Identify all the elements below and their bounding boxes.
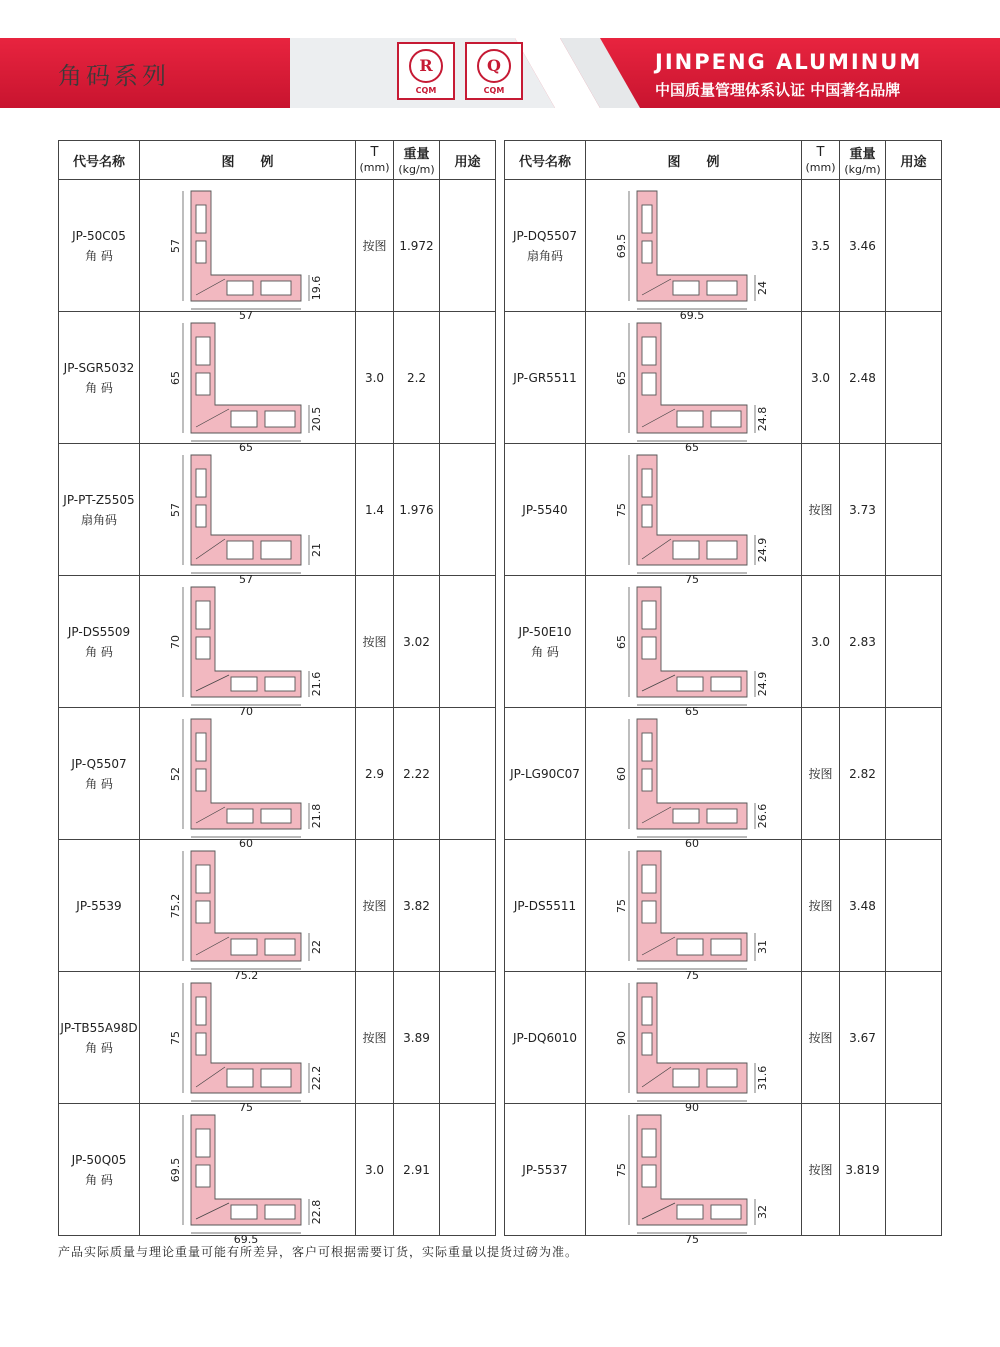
cert-caption: CQM [483,86,505,95]
product-code: JP-PT-Z5505 [63,492,135,507]
cell-code [59,840,140,972]
cert-caption: CQM [415,86,437,95]
profile-chamber [196,601,210,629]
profile-chamber [196,1165,210,1187]
profile-chamber [196,205,206,233]
dim-side-label: 21.8 [309,803,323,829]
dim-height-label: 57 [168,503,182,517]
profile-chamber [265,939,295,955]
cell-weight: 2.2 [394,312,440,444]
product-code: JP-50Q05 [71,1152,127,1167]
cell-weight: 3.67 [840,972,886,1104]
cell-weight: 1.976 [394,444,440,576]
spec-table-right [504,140,942,1246]
cell-code [505,972,586,1104]
cell-weight: 3.73 [840,444,886,576]
profile-chamber [227,541,253,559]
profile-chamber [265,677,295,691]
cell-weight: 3.46 [840,180,886,312]
dim-height-label: 75 [614,899,628,913]
product-code: JP-5539 [76,898,122,913]
cell-usage [886,576,942,708]
dim-width-label: 69.5 [233,1233,258,1246]
cell-usage [886,444,942,576]
profile-chamber [261,809,291,823]
profile-chamber [196,469,206,497]
dim-side-label: 26.6 [755,803,769,829]
dim-height-label: 65 [168,371,182,385]
dim-width-label: 65 [684,441,699,454]
dim-side-label: 21.6 [309,671,323,697]
profile-chamber [673,1069,699,1087]
cell-thickness: 3.0 [802,576,840,708]
cell-thickness: 按图 [802,444,840,576]
table-row [59,1104,496,1236]
profile-chamber [196,901,210,923]
cell-thickness: 1.4 [356,444,394,576]
product-code: JP-SGR5032 [63,360,135,375]
profile-chamber [642,1033,652,1055]
cell-figure [586,312,802,454]
table-row [59,840,496,972]
product-code: JP-LG90C07 [510,766,580,781]
spec-table-left [58,140,496,1246]
product-name: 角 码 [531,644,559,659]
profile-chamber [673,809,699,823]
product-name: 扇角码 [526,248,563,263]
cell-code [59,444,140,576]
product-name: 角 码 [85,776,113,791]
profile-drawing [609,843,779,982]
dim-side-label: 31 [755,940,769,954]
cert-q-icon: Q [477,49,511,83]
profile-chamber [642,1165,656,1187]
product-code: JP-DS5509 [67,624,131,639]
col-figure: 图 例 [140,141,356,180]
dim-width-label: 65 [684,705,699,718]
dim-width-label: 70 [238,705,253,718]
table-row [505,312,942,444]
dim-side-label: 19.6 [309,275,323,301]
profile-chamber [196,997,206,1025]
profile-chamber [677,677,703,691]
profile-chamber [642,637,656,659]
profile-chamber [265,1205,295,1219]
profile-chamber [642,505,652,527]
profile-drawing [163,183,333,322]
cell-usage [440,576,496,708]
cell-weight: 2.82 [840,708,886,840]
table-row [59,972,496,1104]
col-code: 代号名称 [505,141,586,180]
dim-side-label: 31.6 [755,1065,769,1091]
profile-chamber [227,809,253,823]
product-name: 扇角码 [80,512,117,527]
cell-thickness: 按图 [356,972,394,1104]
profile-chamber [196,1129,210,1157]
profile-drawing [609,579,779,718]
product-name: 角 码 [85,380,113,395]
profile-drawing [163,711,333,850]
cell-weight: 3.819 [840,1104,886,1236]
cert-r-icon: R [409,49,443,83]
profile-chamber [265,411,295,427]
cell-code [59,972,140,1104]
dim-height-label: 75 [614,503,628,517]
col-t: T (mm) [356,141,394,180]
cell-thickness: 按图 [356,180,394,312]
dim-width-label: 69.5 [679,309,704,322]
dim-width-label: 65 [238,441,253,454]
cell-figure [140,312,356,454]
dim-side-label: 24.9 [755,537,769,563]
cell-weight: 3.48 [840,840,886,972]
cell-code [59,180,140,312]
profile-chamber [231,411,257,427]
cell-code [59,708,140,840]
product-code: JP-Q5507 [71,756,127,771]
dim-height-label: 70 [168,635,182,649]
product-code: JP-DQ5507 [512,228,578,243]
dim-height-label: 75 [614,1163,628,1177]
dim-width-label: 60 [238,837,253,850]
profile-chamber [677,411,703,427]
dim-side-label: 24 [755,281,769,295]
table-row [505,708,942,840]
dim-width-label: 57 [238,573,253,586]
cell-thickness: 按图 [356,840,394,972]
profile-chamber [707,541,737,559]
cell-figure [586,180,802,322]
cell-thickness: 按图 [802,840,840,972]
profile-chamber [642,373,656,395]
profile-chamber [677,939,703,955]
cell-thickness: 3.0 [356,1104,394,1236]
cell-code [505,444,586,576]
product-code: JP-50E10 [518,624,572,639]
dim-width-label: 75.2 [233,969,258,982]
profile-chamber [196,373,210,395]
profile-chamber [642,769,652,791]
cell-thickness: 按图 [802,708,840,840]
product-code: JP-DS5511 [513,898,577,913]
product-code: JP-50C05 [72,228,126,243]
col-code: 代号名称 [59,141,140,180]
profile-chamber [642,241,652,263]
cell-usage [440,840,496,972]
profile-chamber [642,901,656,923]
profile-drawing [163,975,333,1114]
cell-usage [440,1104,496,1236]
cell-figure [140,972,356,1114]
cell-usage [440,312,496,444]
profile-drawing [163,315,333,454]
profile-drawing [609,975,779,1114]
profile-chamber [707,1069,737,1087]
table-row [59,444,496,576]
profile-chamber [677,1205,703,1219]
cell-usage [440,708,496,840]
brand-name: JINPENG ALUMINUM [655,50,923,74]
dim-side-label: 22.2 [309,1065,323,1091]
cert-badge-r [397,42,455,100]
profile-chamber [642,601,656,629]
profile-chamber [227,1069,253,1087]
profile-chamber [231,677,257,691]
cell-usage [886,312,942,444]
table-row [505,444,942,576]
footnote: 产品实际质量与理论重量可能有所差异，客户可根据需要订货，实际重量以提货过磅为准。 [58,1245,579,1259]
product-name: 角 码 [85,1172,113,1187]
profile-chamber [196,337,210,365]
profile-chamber [642,733,652,761]
cell-figure [140,840,356,982]
cell-code [505,180,586,312]
dim-width-label: 75 [684,1233,699,1246]
profile-chamber [642,865,656,893]
profile-drawing [163,1107,333,1246]
profile-drawing [609,447,779,586]
profile-chamber [673,541,699,559]
dim-side-label: 24.8 [755,406,769,432]
dim-side-label: 21 [309,543,323,557]
cell-figure [586,840,802,982]
profile-drawing [163,447,333,586]
profile-chamber [261,1069,291,1087]
profile-chamber [261,541,291,559]
profile-chamber [711,1205,741,1219]
dim-height-label: 57 [168,239,182,253]
table-row [59,312,496,444]
profile-chamber [711,411,741,427]
cell-code [505,840,586,972]
cell-usage [886,708,942,840]
cert-badge-q [465,42,523,100]
profile-drawing [609,315,779,454]
cell-weight: 1.972 [394,180,440,312]
cell-figure [586,708,802,850]
col-weight: 重量 (kg/m) [840,141,886,180]
profile-chamber [673,281,699,295]
profile-drawing [163,843,333,982]
dim-height-label: 75.2 [168,893,182,919]
cell-weight: 3.82 [394,840,440,972]
cell-usage [440,444,496,576]
cell-figure [140,1104,356,1246]
profile-drawing [163,579,333,718]
cell-code [505,312,586,444]
col-figure: 图 例 [586,141,802,180]
profile-chamber [711,939,741,955]
profile-chamber [196,769,206,791]
cell-thickness: 3.0 [802,312,840,444]
cell-thickness: 3.5 [802,180,840,312]
profile-chamber [231,1205,257,1219]
cell-weight: 2.91 [394,1104,440,1236]
cell-weight: 2.48 [840,312,886,444]
profile-drawing [609,1107,779,1246]
table-row [505,1104,942,1236]
cell-usage [440,972,496,1104]
dim-height-label: 69.5 [168,1157,182,1183]
col-weight: 重量 (kg/m) [394,141,440,180]
dim-width-label: 75 [238,1101,253,1114]
cell-code [505,576,586,708]
profile-chamber [707,809,737,823]
product-code: JP-5537 [522,1162,568,1177]
dim-height-label: 60 [614,767,628,781]
cell-usage [886,840,942,972]
profile-chamber [707,281,737,295]
cell-figure [140,708,356,850]
cell-usage [886,180,942,312]
profile-chamber [196,637,210,659]
cell-usage [886,972,942,1104]
cell-figure [586,1104,802,1246]
dim-width-label: 60 [684,837,699,850]
dim-side-label: 22.8 [309,1199,323,1225]
dim-height-label: 69.5 [614,233,628,259]
profile-drawing [609,711,779,850]
table-row [505,180,942,312]
dim-height-label: 65 [614,371,628,385]
cell-thickness: 按图 [802,1104,840,1236]
product-code: JP-TB55A98D [60,1020,138,1035]
cell-thickness: 3.0 [356,312,394,444]
table-row [59,180,496,312]
profile-chamber [196,733,206,761]
table-header-row [59,141,496,180]
product-code: JP-5540 [522,502,568,517]
dim-side-label: 32 [755,1205,769,1219]
dim-side-label: 20.5 [309,406,323,432]
cell-weight: 2.83 [840,576,886,708]
profile-chamber [196,865,210,893]
page-title: 角码系列 [58,62,170,90]
profile-chamber [196,1033,206,1055]
cell-thickness: 按图 [356,576,394,708]
dim-height-label: 90 [614,1031,628,1045]
cell-weight: 3.89 [394,972,440,1104]
dim-width-label: 75 [684,969,699,982]
cell-usage [440,180,496,312]
dim-side-label: 24.9 [755,671,769,697]
profile-chamber [227,281,253,295]
product-code: JP-DQ6010 [512,1030,578,1045]
dim-height-label: 75 [168,1031,182,1045]
dim-height-label: 65 [614,635,628,649]
brand-slogan: 中国质量管理体系认证 中国著名品牌 [655,81,901,99]
profile-chamber [261,281,291,295]
dim-height-label: 52 [168,767,182,781]
product-code: JP-GR5511 [513,370,577,385]
profile-chamber [711,677,741,691]
profile-drawing [609,183,779,322]
profile-chamber [642,997,652,1025]
dim-side-label: 22 [309,940,323,954]
product-name: 角 码 [85,1040,113,1055]
cell-code [59,1104,140,1236]
cell-figure [140,180,356,322]
cell-figure [140,444,356,586]
table-header-row [505,141,942,180]
cell-figure [586,972,802,1114]
profile-chamber [196,505,206,527]
col-t: T (mm) [802,141,840,180]
profile-chamber [642,469,652,497]
cell-code [59,312,140,444]
table-row [505,972,942,1104]
table-row [59,576,496,708]
cell-thickness: 按图 [802,972,840,1104]
cell-usage [886,1104,942,1236]
dim-width-label: 90 [684,1101,699,1114]
table-row [505,576,942,708]
col-usage: 用途 [440,141,496,180]
profile-chamber [231,939,257,955]
product-name: 角 码 [85,644,113,659]
profile-chamber [642,337,656,365]
cell-figure [586,444,802,586]
cell-thickness: 2.9 [356,708,394,840]
cell-code [505,1104,586,1236]
header-band [0,38,1000,108]
cell-figure [586,576,802,718]
product-name: 角 码 [85,248,113,263]
table-row [505,840,942,972]
profile-chamber [196,241,206,263]
dim-width-label: 57 [238,309,253,322]
dim-width-label: 75 [684,573,699,586]
table-row [59,708,496,840]
cell-code [505,708,586,840]
profile-chamber [642,205,652,233]
cell-weight: 3.02 [394,576,440,708]
cell-weight: 2.22 [394,708,440,840]
cell-code [59,576,140,708]
col-usage: 用途 [886,141,942,180]
cell-figure [140,576,356,718]
profile-chamber [642,1129,656,1157]
